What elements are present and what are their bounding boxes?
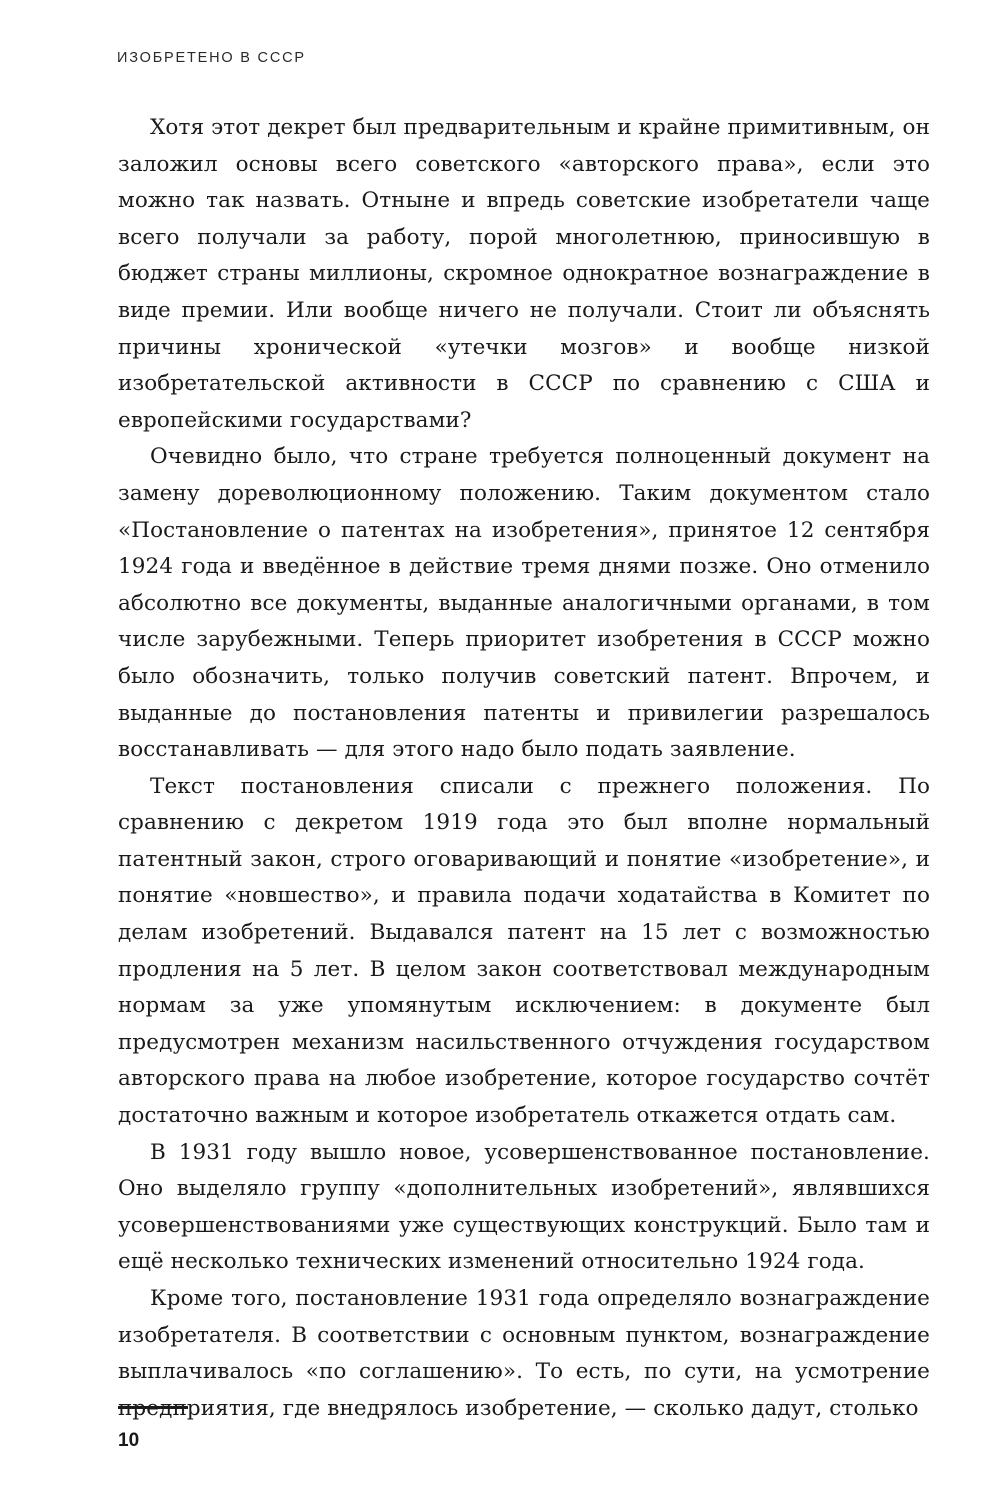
paragraph: Хотя этот декрет был предварительным и крайне примитивным, он заложил основы всего советского «авторского права», если это можно так назвать. Отныне и впредь советские изобретатели чаще всего получали за работу, порой многолетнюю, приносившую в бюджет страны миллионы, скромное однократное вознаграждение в виде премии. Или вообще ничего не получали. Стоит ли объяснять причины хронической «утечки мозгов» и вообще низкой изобретательской активности в СССР по сравнению с США и европейскими государствами? xyxy=(118,115,930,433)
paragraph: Кроме того, постановление 1931 года определяло вознаграждение изобретателя. В соответствии с основным пунктом, вознаграждение выплачивалось «по соглашению». То есть, по сути, на усмотрение предприятия, где внедрялось изобретение, — сколько дадут, столько xyxy=(118,1286,930,1421)
page-number: 10 xyxy=(118,1430,140,1451)
footer-rule xyxy=(118,1406,188,1409)
body-text xyxy=(118,110,930,1427)
running-head: ИЗОБРЕТЕНО В СССР xyxy=(117,50,306,66)
paragraph: Очевидно было, что стране требуется полноценный документ на замену дореволюционному положению. Таким документом стало «Постановление о патентах на изобретения», принятое 12 сентября 1924 года и введённое в действие тремя днями позже. Оно отменило абсолютно все документы, выданные аналогичными органами, в том числе зарубежными. Теперь приоритет изобретения в СССР можно было обозначить, только получив советский патент. Впрочем, и выданные до постановления патенты и привилегии разрешалось восстанавливать — для этого надо было подать заявление. xyxy=(118,444,930,763)
paragraph: В 1931 году вышло новое, усовершенствованное постановление. Оно выделяло группу «дополнительных изобретений», являвшихся усовершенствованиями уже существующих конструкций. Было там и ещё несколько технических изменений относительно 1924 года. xyxy=(118,1139,930,1275)
paragraph: Текст постановления списали с прежнего положения. По сравнению с декретом 1919 года это был вполне нормальный патентный закон, строго оговаривающий и понятие «изобретение», и понятие «новшество», и правила подачи ходатайства в Комитет по делам изобретений. Выдавался патент на 15 лет с возможностью продления на 5 лет. В целом закон соответствовал международным нормам за уже упомянутым исключением: в документе был предусмотрен механизм насильственного отчуждения государством авторского права на любое изобретение, которое государство сочтёт достаточно важным и которое изобретатель откажется отдать сам. xyxy=(118,773,930,1129)
